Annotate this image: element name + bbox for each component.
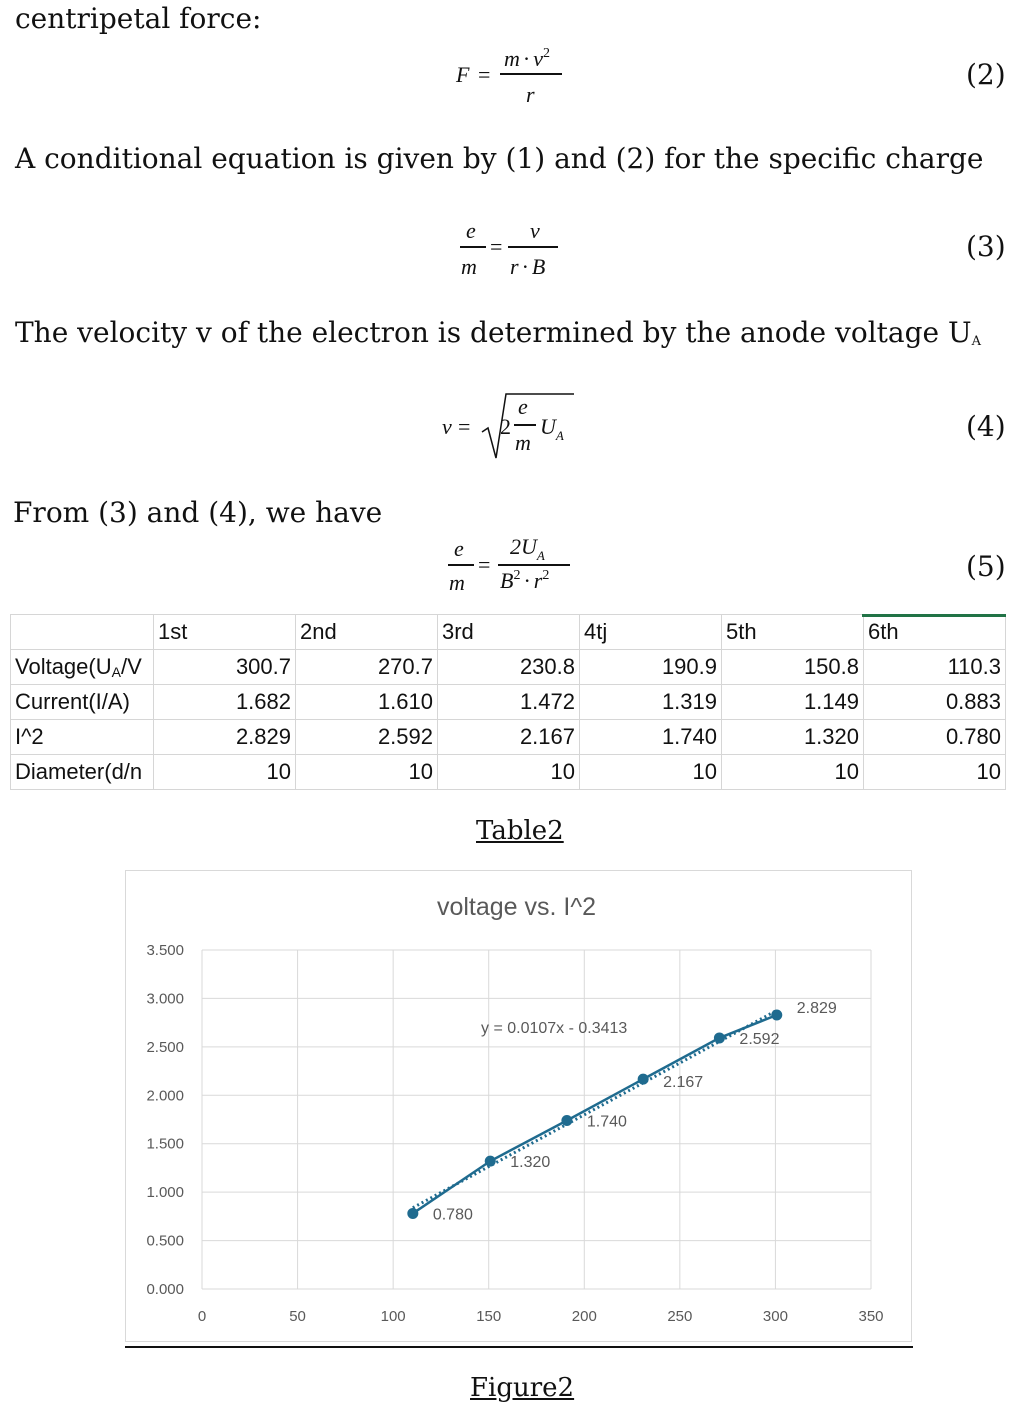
x-tick-label: 50: [289, 1308, 306, 1325]
eq3-equals: =: [490, 234, 503, 259]
eq4-equals: =: [458, 414, 471, 439]
row-label-current: Current(I/A): [11, 685, 154, 720]
table-cell: 10: [296, 755, 438, 790]
table-cell: 1.682: [154, 685, 296, 720]
selected-cell-indicator: [862, 614, 1006, 617]
table-cell: 270.7: [296, 650, 438, 685]
table-cell: 2.167: [438, 720, 580, 755]
trendline-equation: y = 0.0107x - 0.3413: [481, 1020, 628, 1037]
table-row: [11, 685, 1006, 720]
equation-4-number: (4): [966, 410, 1006, 443]
data-point: [771, 1009, 782, 1020]
y-tick-label: 2.000: [146, 1087, 184, 1105]
eq4-frac-bar: [514, 424, 536, 426]
data-point: [407, 1208, 418, 1219]
table-cell: 10: [580, 755, 722, 790]
header-cell: 3rd: [438, 615, 580, 650]
table-cell: 1.149: [722, 685, 864, 720]
eq4-coef: 2: [500, 414, 511, 439]
eq4-lhs: v: [442, 414, 452, 439]
eq2-numerator: $m \cdot v^2$: [504, 46, 550, 71]
table-cell: 1.320: [722, 720, 864, 755]
table-cell: 0.780: [864, 720, 1006, 755]
eq3-frac2-den: r · B: [510, 254, 546, 279]
y-tick-label: 3.000: [146, 990, 184, 1008]
data-table-wrapper: [10, 614, 1006, 790]
table-cell: 1.740: [580, 720, 722, 755]
eq2-denominator: r: [526, 82, 535, 107]
eq4-frac-den: m: [515, 430, 531, 455]
y-tick-label: 1.000: [146, 1184, 184, 1202]
data-point: [638, 1074, 649, 1085]
data-point: [485, 1156, 496, 1167]
equation-5-number: (5): [966, 550, 1006, 583]
eq2-fraction-bar: [500, 73, 562, 75]
eq2-equals: =: [478, 62, 491, 87]
eq5-frac1-num: e: [454, 536, 464, 561]
data-label: 1.320: [510, 1154, 551, 1172]
table-cell: 10: [864, 755, 1006, 790]
header-cell: [11, 615, 154, 650]
header-cell: 1st: [154, 615, 296, 650]
table-cell: 190.9: [580, 650, 722, 685]
table-cell: 2.829: [154, 720, 296, 755]
table-cell: 0.883: [864, 685, 1006, 720]
table-cell: 230.8: [438, 650, 580, 685]
y-tick-label: 0.000: [146, 1281, 184, 1298]
y-tick-label: 0.500: [146, 1232, 184, 1250]
table-cell: 10: [154, 755, 296, 790]
table-cell: 150.8: [722, 650, 864, 685]
data-label: 2.592: [739, 1030, 780, 1048]
table-cell: 110.3: [864, 650, 1006, 685]
equation-3: [450, 214, 570, 284]
table-cell: 1.472: [438, 685, 580, 720]
eq5-frac1-bar: [448, 564, 474, 566]
table-row: [11, 650, 1006, 685]
x-tick-label: 250: [667, 1308, 693, 1325]
header-cell: 4tj: [580, 615, 722, 650]
header-cell: 2nd: [296, 615, 438, 650]
eq3-frac2-num: v: [530, 218, 540, 243]
centripetal-heading: centripetal force:: [15, 2, 262, 35]
eq4-U: $U_A$: [540, 414, 564, 443]
chart-title: voltage vs. I^2: [436, 893, 597, 921]
table-cell: 1.319: [580, 685, 722, 720]
table-cell: 10: [722, 755, 864, 790]
equation-2: [440, 40, 580, 110]
eq3-frac1-bar: [460, 246, 486, 248]
x-tick-label: 300: [762, 1308, 788, 1325]
y-tick-label: 2.500: [146, 1038, 184, 1056]
row-label-diameter: Diameter(d/n: [11, 755, 154, 790]
table-cell: 1.610: [296, 685, 438, 720]
table-caption: Table2: [476, 816, 564, 846]
table-header-row: [11, 615, 1006, 650]
x-tick-label: 350: [858, 1308, 884, 1325]
data-label: 2.829: [796, 999, 837, 1017]
table-row: [11, 720, 1006, 755]
table-cell: 2.592: [296, 720, 438, 755]
header-cell: 6th: [864, 615, 1006, 650]
figure-rule: [125, 1346, 913, 1348]
eq5-frac2-bar: [498, 564, 570, 566]
data-table: [10, 614, 1006, 790]
eq5-numerator: $2U_A$: [510, 534, 545, 563]
equation-3-number: (3): [966, 230, 1006, 263]
equation-2-number: (2): [966, 58, 1006, 91]
figure-caption: Figure2: [470, 1373, 575, 1403]
velocity-sentence: The velocity v of the electron is determined by the anode voltage UA: [15, 316, 981, 349]
table-row: [11, 755, 1006, 790]
equation-5: [448, 532, 588, 602]
table-cell: 10: [438, 755, 580, 790]
eq4-frac-num: e: [518, 394, 528, 419]
eq2-lhs: F: [456, 62, 470, 87]
x-tick-label: 100: [380, 1308, 406, 1325]
header-cell: 5th: [722, 615, 864, 650]
eq5-frac1-den: m: [449, 570, 465, 595]
data-label: 1.740: [586, 1113, 627, 1131]
eq3-frac1-den: m: [461, 254, 477, 279]
from-sentence: From (3) and (4), we have: [13, 496, 383, 529]
chart-frame: [125, 870, 912, 1342]
data-label: 2.167: [663, 1074, 704, 1092]
y-tick-label: 3.500: [146, 942, 184, 959]
data-point: [561, 1115, 572, 1126]
data-label: 0.780: [432, 1206, 473, 1224]
conditional-sentence: A conditional equation is given by (1) and (2) for the specific charge: [15, 142, 984, 175]
x-tick-label: 200: [571, 1308, 597, 1325]
data-point: [714, 1032, 725, 1043]
eq3-frac2-bar: [508, 246, 558, 248]
chart-svg: [126, 871, 911, 1341]
x-tick-label: 0: [197, 1308, 207, 1325]
row-label-voltage: Voltage(UA/V: [11, 650, 154, 685]
x-tick-label: 150: [476, 1308, 502, 1325]
table-cell: 300.7: [154, 650, 296, 685]
eq5-equals: =: [478, 552, 491, 577]
row-label-i-squared: I^2: [11, 720, 154, 755]
eq3-frac1-num: e: [466, 218, 476, 243]
eq5-denominator: $B^2 \cdot r^2$: [500, 568, 550, 593]
y-tick-label: 1.500: [146, 1135, 184, 1153]
equation-4: [440, 386, 590, 466]
